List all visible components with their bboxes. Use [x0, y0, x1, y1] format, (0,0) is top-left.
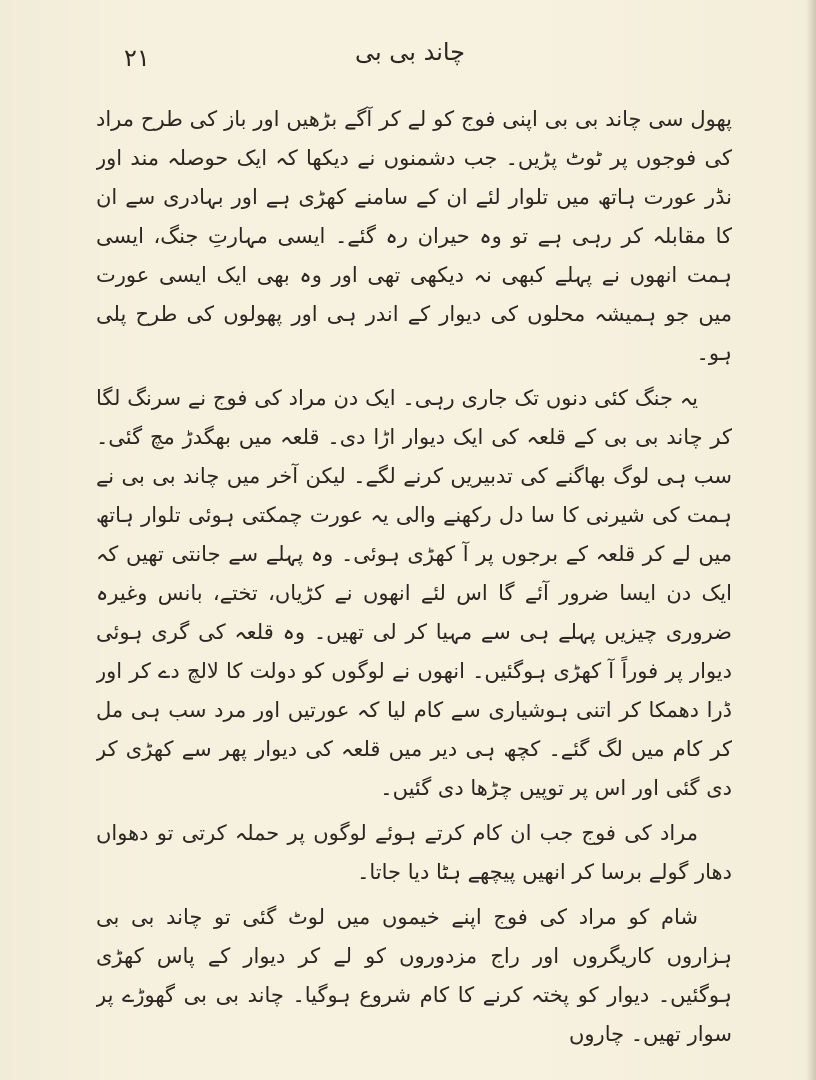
- paragraph-1: پھول سی چاند بی بی اپنی فوج کو لے کر آگے بڑھیں اور باز کی طرح مراد کی فوجوں پر ٹوٹ پڑیں۔ جب دشمنوں نے دیکھا کہ ایک حوصلہ مند اور نڈر عورت ہاتھ میں تلوار لئے ان کے سامنے کھڑی ہے اور بہادری سے ان کا مقابلہ کر رہی ہے تو وہ حیران رہ گئے۔ ایسی مہارتِ جنگ، ایسی ہمت انھوں نے پہلے کبھی نہ دیکھی تھی اور وہ بھی ایک ایسی عورت میں جو ہمیشہ محلوں کی دیوار کے اندر ہی اور پھولوں کی طرح پلی ہو۔: [96, 107, 732, 365]
- page-number: ۲۱: [124, 44, 150, 72]
- page-edge-shadow: [806, 0, 816, 1080]
- running-title: چاند بی بی: [354, 38, 466, 66]
- paragraph-3: مراد کی فوج جب ان کام کرتے ہوئے لوگوں پر حملہ کرتی تو دھواں دھار گولے برسا کر انھیں پیچھے ہٹا دیا جاتا۔: [96, 821, 732, 884]
- paragraph-4: شام کو مراد کی فوج اپنے خیموں میں لوٹ گئی تو چاند بی بی ہزاروں کاریگروں اور راج مزدوروں کو لے کر دیوار کے پاس کھڑی ہوگئیں۔ دیوار کو پختہ کرنے کا کام شروع ہوگیا۔ چاند بی بی گھوڑے پر سوار تھیں۔ چاروں: [96, 905, 732, 1046]
- body-text: [96, 100, 732, 1060]
- paragraph-2: یہ جنگ کئی دنوں تک جاری رہی۔ ایک دن مراد کی فوج نے سرنگ لگا کر چاند بی بی کے قلعہ کی ایک دیوار اڑا دی۔ قلعہ میں بھگدڑ مچ گئی۔ سب ہی لوگ بھاگنے کی تدبیریں کرنے لگے۔ لیکن آخر میں چاند بی بی نے ہمت کی شیرنی کا سا دل رکھنے والی یہ عورت چمکتی ہوئی تلوار ہاتھ میں لے کر قلعہ کے برجوں پر آ کھڑی ہوئی۔ وہ پہلے سے جانتی تھیں کہ ایک دن ایسا ضرور آئے گا اس لئے انھوں نے کڑیاں، تختے، بانس وغیرہ ضروری چیزیں پہلے ہی سے مہیا کر لی تھیں۔ وہ قلعہ کی گری ہوئی دیوار پر فوراً آ کھڑی ہوگئیں۔ انھوں نے لوگوں کو دولت کا لالچ دے کر اور ڈرا دھمکا کر اتنی ہوشیاری سے کام لیا کہ عورتیں اور مرد سب ہی مل کر کام میں لگ گئے۔ کچھ ہی دیر میں قلعہ کی دیوار پھر سے کھڑی کر دی گئی اور اس پر توپیں چڑھا دی گئیں۔: [96, 386, 732, 800]
